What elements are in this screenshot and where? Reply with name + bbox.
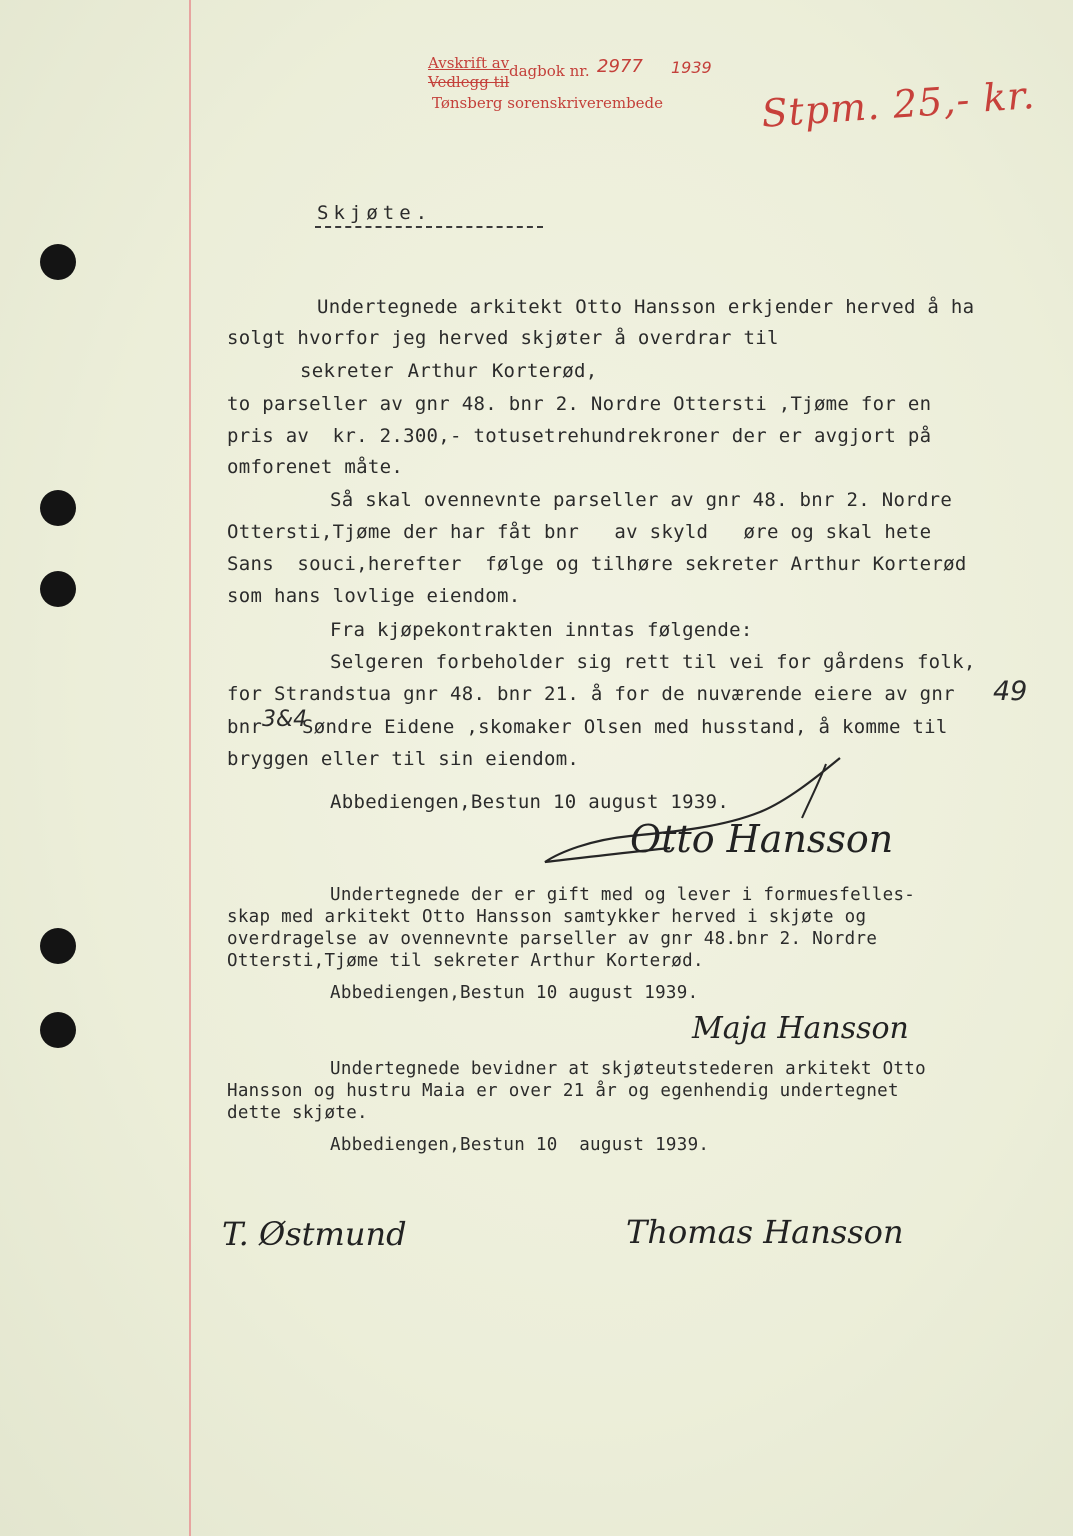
punch-hole [40, 244, 76, 280]
stamp-office: Tønsberg sorenskriverembede [432, 94, 664, 112]
body-line: Søndre Eidene ,skomaker Olsen med husstand, å komme til [302, 716, 948, 738]
document-title: Skjøte. [317, 202, 433, 224]
body-line: Fra kjøpekontrakten inntas følgende: [330, 619, 753, 641]
consent-line: overdragelse av ovennevnte parseller av gnr 48.bnr 2. Nordre [227, 929, 878, 949]
maja-signature: Maja Hansson [692, 1011, 909, 1046]
punch-hole [40, 571, 76, 607]
punch-hole [40, 1012, 76, 1048]
stamp-line2: Vedlegg til [428, 73, 510, 91]
witness-line: Undertegnede bevidner at skjøteutstederen arkitekt Otto [330, 1059, 926, 1079]
stamp-year: 1939 [671, 58, 712, 77]
title-underline [315, 226, 543, 228]
witness2-signature: Thomas Hansson [626, 1213, 904, 1251]
consent-line: skap med arkitekt Otto Hansson samtykker herved i skjøte og [227, 907, 867, 927]
body-line: Selgeren forbeholder sig rett til vei for gårdens folk, [330, 651, 976, 673]
consent-line: Ottersti,Tjøme til sekreter Arthur Korterød. [227, 951, 704, 971]
witness-line: dette skjøte. [227, 1103, 368, 1123]
stamp-duty-note: Stpm. 25,- kr. [760, 72, 1037, 136]
stamp-line1: Avskrift av [428, 54, 510, 72]
stamp-number: 2977 [597, 56, 643, 77]
punch-hole [40, 490, 76, 526]
date-line: Abbediengen,Bestun 10 august 1939. [330, 791, 730, 813]
body-line: pris av kr. 2.300,- totusetrehundrekroner der er avgjort på [227, 425, 932, 447]
body-line: to parseller av gnr 48. bnr 2. Nordre Ottersti ,Tjøme for en [227, 393, 932, 415]
body-line: Sans souci,herefter følge og tilhøre sekreter Arthur Korterød [227, 553, 967, 575]
consent-line: Undertegnede der er gift med og lever i formuesfelles- [330, 885, 916, 905]
body-line: Ottersti,Tjøme der har fåt bnr av skyld øre og skal hete [227, 521, 932, 543]
body-line: bnr [227, 716, 263, 738]
date-line: Abbediengen,Bestun 10 august 1939. [330, 983, 699, 1003]
handwritten-bnr: 3&4 [262, 707, 308, 732]
body-line: Så skal ovennevnte parseller av gnr 48. bnr 2. Nordre [330, 489, 953, 511]
body-line: for Strandstua gnr 48. bnr 21. å for de nuværende eiere av gnr [227, 683, 955, 705]
body-line: som hans lovlige eiendom. [227, 585, 521, 607]
buyer-line: sekreter Arthur Korterød, [300, 360, 598, 382]
margin-line [189, 0, 191, 1536]
body-line: bryggen eller til sin eiendom. [227, 748, 580, 770]
handwritten-gnr: 49 [993, 676, 1028, 707]
witness1-signature: T. Østmund [222, 1215, 407, 1253]
body-line: solgt hvorfor jeg herved skjøter å overdrar til [227, 327, 779, 349]
date-line: Abbediengen,Bestun 10 august 1939. [330, 1135, 710, 1155]
otto-signature: Otto Hansson [630, 817, 894, 861]
body-line: omforenet måte. [227, 456, 404, 478]
body-line: Undertegnede arkitekt Otto Hansson erkjender herved å ha [317, 296, 975, 318]
witness-line: Hansson og hustru Maia er over 21 år og egenhendig undertegnet [227, 1081, 899, 1101]
stamp-dagbok: dagbok nr. [509, 62, 590, 80]
punch-hole [40, 928, 76, 964]
